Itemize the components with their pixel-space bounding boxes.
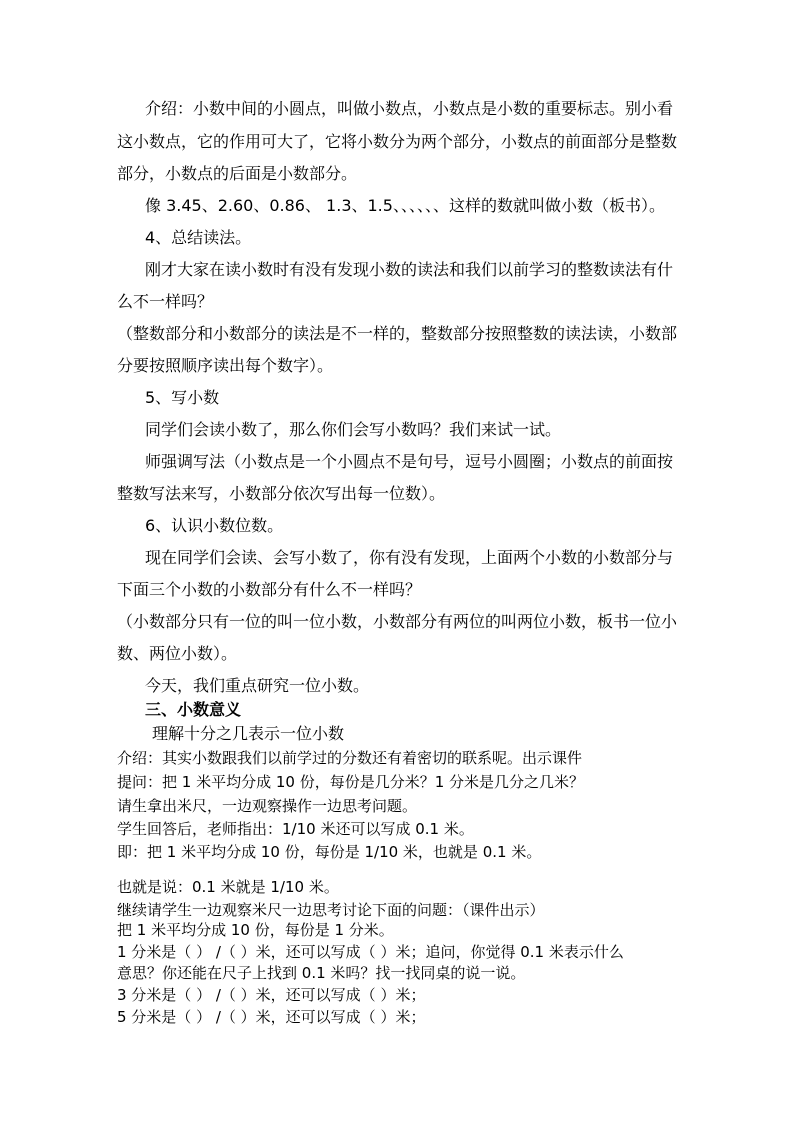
section-heading: 4、总结读法。 bbox=[145, 228, 252, 247]
paragraph-line: （整数部分和小数部分的读法是不一样的，整数部分按照整数的读法读，小数部 bbox=[117, 324, 678, 343]
question-line: 意思？你还能在尺子上找到 0.1 米吗？找一找同桌的说一说。 bbox=[117, 964, 526, 982]
paragraph-line: 也就是说：0.1 米就是 1/10 米。 bbox=[117, 878, 339, 896]
paragraph-line: 把 1 米平均分成 10 份，每份是 1 分米。 bbox=[117, 921, 394, 939]
paragraph-line: 数、两位小数）。 bbox=[117, 644, 238, 663]
question-line: 3 分米是（ ） /（ ）米，还可以写成（ ）米； bbox=[117, 986, 426, 1004]
paragraph-line: 同学们会读小数了，那么你们会写小数吗？我们来试一试。 bbox=[145, 420, 562, 439]
paragraph-line: 刚才大家在读小数时有没有发现小数的读法和我们以前学习的整数读法有什 bbox=[145, 260, 674, 279]
paragraph-line: 整数写法来写，小数部分依次写出每一位数）。 bbox=[117, 484, 446, 503]
section-heading: 5、写小数 bbox=[145, 388, 220, 407]
paragraph-line: 今天，我们重点研究一位小数。 bbox=[145, 676, 370, 695]
paragraph-line: 像 3.45、2.60、0.86、 1.3、1.5、、、、、、这样的数就叫做小数（板书）。 bbox=[145, 196, 665, 215]
paragraph-line: 这小数点，它的作用可大了，它将小数分为两个部分，小数点的前面部分是整数 bbox=[117, 132, 678, 151]
subheading: 理解十分之几表示一位小数 bbox=[152, 724, 345, 743]
question-line: 1 分米是（ ） /（ ）米，还可以写成（ ）米；追问，你觉得 0.1 米表示什么 bbox=[117, 943, 624, 961]
paragraph-line: （小数部分只有一位的叫一位小数，小数部分有两位的叫两位小数，板书一位小 bbox=[117, 612, 678, 631]
paragraph-line: 即：把 1 米平均分成 10 份，每份是 1/10 米，也就是 0.1 米。 bbox=[117, 843, 542, 861]
paragraph-line: 学生回答后，老师指出：1/10 米还可以写成 0.1 米。 bbox=[117, 820, 474, 838]
paragraph-line: 分要按照顺序读出每个数字）。 bbox=[117, 356, 334, 375]
paragraph-line: 师强调写法（小数点是一个小圆点不是句号，逗号小圆圈；小数点的前面按 bbox=[145, 452, 674, 471]
section-heading: 三、小数意义 bbox=[145, 700, 242, 719]
paragraph-line: 介绍：其实小数跟我们以前学过的分数还有着密切的联系呢。出示课件 bbox=[117, 749, 583, 767]
paragraph-line: 现在同学们会读、会写小数了，你有没有发现，上面两个小数的小数部分与 bbox=[145, 548, 674, 567]
paragraph-line: 么不一样吗？ bbox=[117, 292, 214, 311]
paragraph-line: 继续请学生一边观察米尺一边思考讨论下面的问题：（课件出示） bbox=[117, 901, 545, 919]
paragraph-line: 下面三个小数的小数部分有什么不一样吗？ bbox=[117, 580, 422, 599]
paragraph-line: 介绍：小数中间的小圆点，叫做小数点，小数点是小数的重要标志。别小看 bbox=[145, 99, 674, 118]
paragraph-line: 请生拿出米尺，一边观察操作一边思考问题。 bbox=[117, 797, 418, 815]
paragraph-line: 提问：把 1 米平均分成 10 份，每份是几分米？1 分米是几分之几米？ bbox=[117, 773, 585, 791]
question-line: 5 分米是（ ） /（ ）米，还可以写成（ ）米； bbox=[117, 1008, 426, 1026]
paragraph-line: 部分，小数点的后面是小数部分。 bbox=[117, 164, 358, 183]
section-heading: 6、认识小数位数。 bbox=[145, 516, 284, 535]
